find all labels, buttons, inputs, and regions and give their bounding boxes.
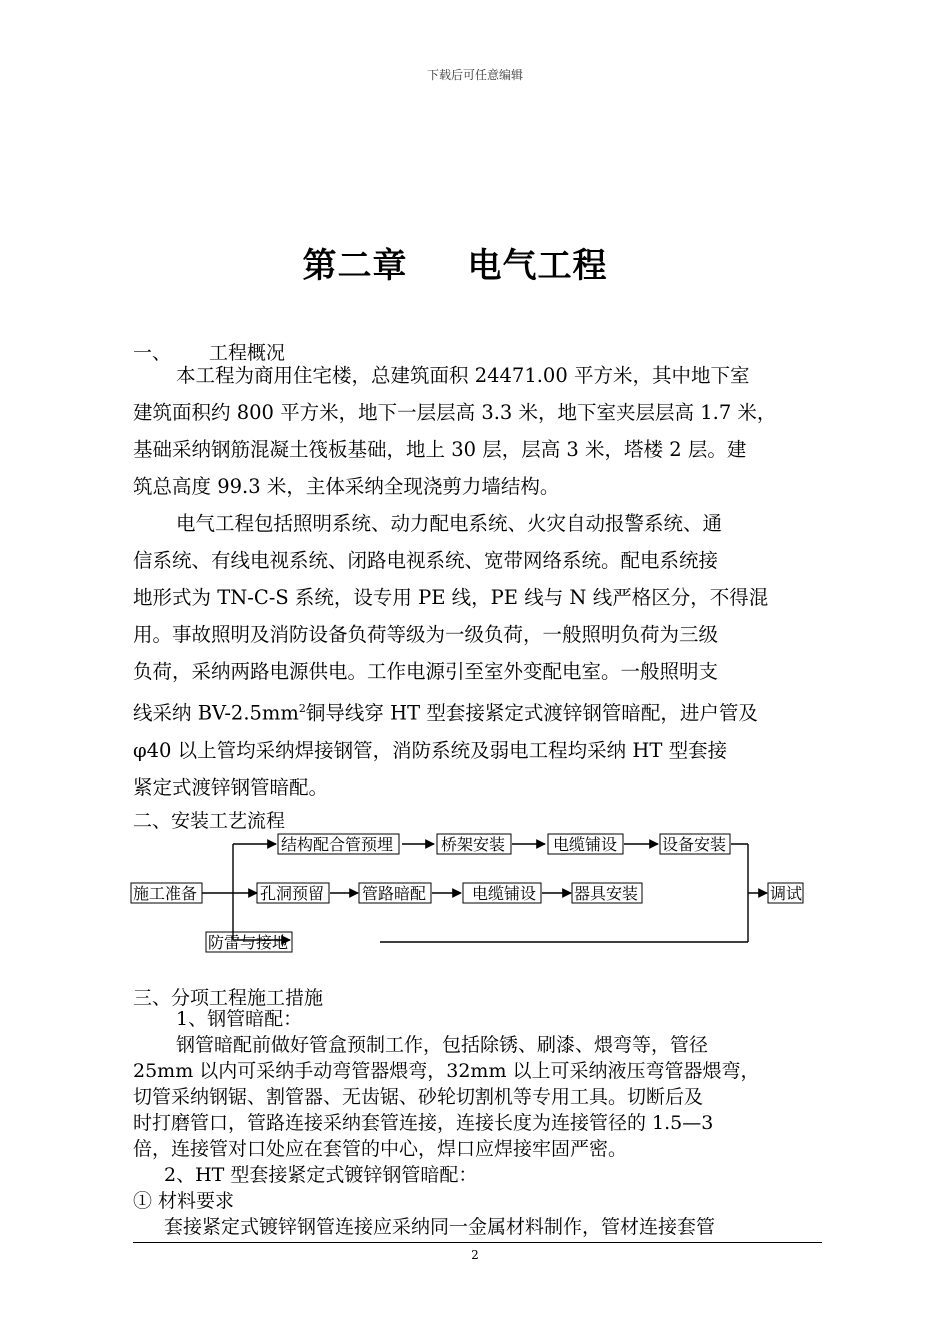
- flow-step-mid-1: 孔洞预留: [260, 884, 325, 903]
- paragraph-line: 倍，连接管对口处应在套管的中心，焊口应焊接牢固严密。: [133, 1138, 628, 1160]
- subsection-2-heading: 2、HT 型套接紧定式镀锌钢管暗配：: [164, 1164, 478, 1186]
- flow-step-top-1: 结构配合管预埋: [281, 835, 394, 854]
- paragraph-line: 线采纳 $BV-2.5mm^2$铜导线穿 HT 型套接紧定式渡锌钢管暗配，进户管及: [133, 701, 758, 725]
- flow-step-top-4: 设备安装: [662, 835, 727, 854]
- list-item: ① 材料要求: [133, 1190, 235, 1212]
- paragraph-line: 基础采纳钢筋混凝土筏板基础，地上 30 层，层高 3 米，塔楼 2 层。建: [133, 438, 747, 461]
- paragraph-line: 钢管暗配前做好管盒预制工作，包括除锈、刷漆、煨弯等，管径: [176, 1034, 709, 1056]
- paragraph-line: 信系统、有线电视系统、闭路电视系统、宽带网络系统。配电系统接: [133, 549, 719, 572]
- paragraph-line: 时打磨管口，管路连接采纳套管连接，连接长度为连接管径的 1.5—3: [133, 1112, 714, 1134]
- section1-body: [133, 357, 833, 806]
- flow-step-top-2: 桥架安装: [441, 835, 506, 854]
- process-flowchart: [0, 825, 950, 960]
- section3-body: [133, 1006, 833, 1240]
- section2-heading: 二、安装工艺流程: [133, 810, 286, 832]
- flow-step-mid-3: 电缆铺设: [472, 884, 537, 903]
- paragraph-line: 筑总高度 99.3 米，主体采纳全现浇剪力墙结构。: [133, 475, 560, 498]
- page-header: 下载后可任意编辑: [426, 68, 523, 82]
- paragraph-line: 套接紧定式镀锌钢管连接应采纳同一金属材料制作，管材连接套管: [164, 1216, 716, 1238]
- flow-end: 调试: [770, 884, 803, 903]
- chapter-number: 第二章: [302, 246, 408, 286]
- paragraph-line: 切管采纳钢锯、割管器、无齿锯、砂轮切割机等专用工具。切断后及: [133, 1086, 704, 1108]
- page-number: 2: [471, 1248, 479, 1262]
- flow-step-mid-4: 器具安装: [574, 884, 639, 903]
- flow-step-mid-2: 管路暗配: [362, 884, 427, 903]
- paragraph-line: 建筑面积约 800 平方米，地下一层层高 3.3 米，地下室夹层层高 1.7 米，: [133, 401, 777, 424]
- paragraph-line: 紧定式渡锌钢管暗配。: [133, 775, 329, 799]
- paragraph-line: 用。事故照明及消防设备负荷等级为一级负荷，一般照明负荷为三级: [133, 623, 719, 646]
- section3-heading: 三、分项工程施工措施: [133, 987, 324, 1009]
- paragraph-line: 负荷，采纳两路电源供电。工作电源引至室外变配电室。一般照明支: [133, 660, 719, 683]
- flow-start: 施工准备: [133, 884, 198, 903]
- paragraph-line: 电气工程包括照明系统、动力配电系统、火灾自动报警系统、通: [176, 512, 723, 535]
- paragraph-line: φ40 以上管均采纳焊接钢管，消防系统及弱电工程均采纳 HT 型套接: [133, 738, 728, 762]
- paragraph-line: 本工程为商用住宅楼，总建筑面积 24471.00 平方米，其中地下室: [176, 364, 750, 387]
- flow-step-top-3: 电缆铺设: [553, 835, 618, 854]
- paragraph-line: 地形式为 TN-C-S 系统，设专用 PE 线，PE 线与 N 线严格区分，不得混: [133, 586, 769, 609]
- footer-rule: [133, 1242, 822, 1243]
- section1-heading: 一、 工程概况: [133, 342, 286, 364]
- chapter-title: [0, 238, 910, 287]
- flow-bottom: 防雷与接地: [208, 933, 289, 952]
- chapter-name: 电气工程: [467, 246, 608, 286]
- subsection-1-heading: 1、钢管暗配：: [176, 1008, 303, 1030]
- paragraph-line: 25mm 以内可采纳手动弯管器煨弯，32mm 以上可采纳液压弯管器煨弯，: [133, 1060, 760, 1082]
